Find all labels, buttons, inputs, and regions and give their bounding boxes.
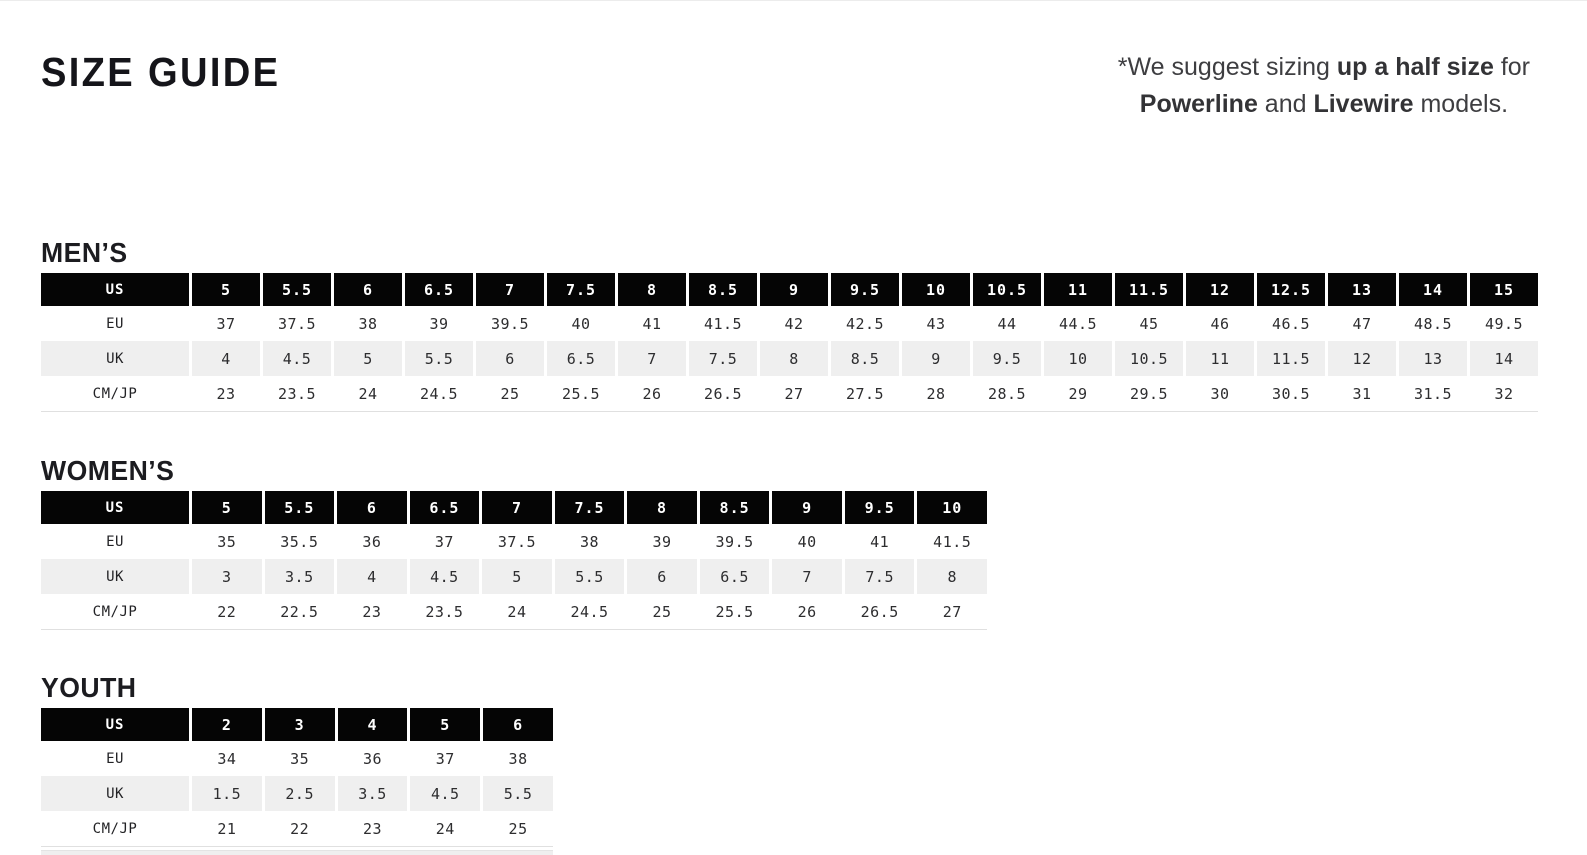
size-value-cell: 25 [483,811,553,846]
size-value-cell: 41.5 [917,524,987,559]
header-size-cell: 10 [902,273,970,306]
table-row-uk [41,776,553,811]
page-header [41,1,1530,123]
size-value-cell: 5 [334,341,402,376]
cutoff-row-strip [41,850,553,855]
header-size-cell: 10 [917,491,987,524]
note-text: and [1257,90,1314,118]
size-value-cell: 36 [338,741,408,776]
page-title: SIZE GUIDE [41,49,281,95]
size-value-cell: 37.5 [482,524,552,559]
header-size-cell: 11 [1044,273,1112,306]
header-size-cell: 7 [482,491,552,524]
table-header-row [41,708,553,741]
size-value-cell: 8 [760,341,828,376]
section-heading-mens: MEN’S [41,237,128,268]
header-size-cell: 13 [1328,273,1396,306]
size-value-cell: 47 [1328,306,1396,341]
header-size-cell: 7 [476,273,544,306]
size-value-cell: 37 [192,306,260,341]
size-value-cell: 34 [192,741,262,776]
size-value-cell: 22.5 [265,594,335,629]
size-value-cell: 23 [337,594,407,629]
row-label-cell: CM/JP [41,811,189,846]
size-value-cell: 40 [772,524,842,559]
section-heading-womens: WOMEN’S [41,455,175,486]
size-value-cell: 10 [1044,341,1112,376]
size-value-cell: 29.5 [1115,376,1183,411]
row-label-cell: EU [41,741,189,776]
size-value-cell: 22 [192,594,262,629]
sizing-note [1118,49,1530,123]
note-text-bold: Powerline [1139,90,1258,118]
header-size-cell: 3 [265,708,335,741]
size-value-cell: 8 [917,559,987,594]
size-value-cell: 39.5 [476,306,544,341]
header-size-cell: 5.5 [263,273,331,306]
size-value-cell: 28.5 [973,376,1041,411]
size-value-cell: 10.5 [1115,341,1183,376]
size-table-mens [41,273,1538,412]
size-section-mens [41,239,1530,412]
size-value-cell: 37 [410,524,480,559]
size-value-cell: 4.5 [263,341,331,376]
table-row-cm-jp [41,811,553,846]
header-size-cell: 8 [618,273,686,306]
header-size-cell: 6.5 [410,491,480,524]
row-label-cell: CM/JP [41,376,189,411]
size-value-cell: 25.5 [700,594,770,629]
size-value-cell: 5.5 [555,559,625,594]
header-size-cell: 9.5 [845,491,915,524]
size-value-cell: 23 [192,376,260,411]
size-value-cell: 3.5 [338,776,408,811]
size-value-cell: 38 [483,741,553,776]
size-value-cell: 11.5 [1257,341,1325,376]
size-value-cell: 3.5 [265,559,335,594]
header-size-cell: 9 [760,273,828,306]
size-value-cell: 26 [618,376,686,411]
size-value-cell: 2.5 [265,776,335,811]
size-value-cell: 5.5 [405,341,473,376]
row-label-cell: UK [41,341,189,376]
size-value-cell: 39.5 [700,524,770,559]
size-value-cell: 23.5 [410,594,480,629]
size-value-cell: 30 [1186,376,1254,411]
size-value-cell: 43 [902,306,970,341]
size-value-cell: 24.5 [405,376,473,411]
size-value-cell: 41.5 [689,306,757,341]
size-value-cell: 45 [1115,306,1183,341]
header-size-cell: 5.5 [265,491,335,524]
size-value-cell: 26 [772,594,842,629]
size-value-cell: 37.5 [263,306,331,341]
header-size-cell: 5 [410,708,480,741]
header-size-cell: 7.5 [547,273,615,306]
header-size-cell: 6 [337,491,407,524]
header-size-cell: 6.5 [405,273,473,306]
size-value-cell: 24 [410,811,480,846]
size-value-cell: 35.5 [265,524,335,559]
table-row-cm-jp [41,594,987,629]
size-tables [41,239,1530,855]
size-value-cell: 31 [1328,376,1396,411]
header-size-cell: 9.5 [831,273,899,306]
size-value-cell: 9 [902,341,970,376]
note-text-bold: up a half size [1336,53,1494,81]
size-value-cell: 8.5 [831,341,899,376]
size-value-cell: 31.5 [1399,376,1467,411]
header-label-cell: US [41,708,189,741]
size-value-cell: 7.5 [845,559,915,594]
table-header-row [41,273,1538,306]
table-row-uk [41,559,987,594]
size-value-cell: 46 [1186,306,1254,341]
size-value-cell: 22 [265,811,335,846]
size-section-youth [41,674,1530,855]
size-value-cell: 32 [1470,376,1538,411]
header-size-cell: 10.5 [973,273,1041,306]
size-value-cell: 23.5 [263,376,331,411]
size-table-womens [41,491,987,630]
header-size-cell: 8 [627,491,697,524]
row-label-cell: EU [41,524,189,559]
size-value-cell: 12 [1328,341,1396,376]
size-value-cell: 23 [338,811,408,846]
size-section-womens [41,457,1530,630]
size-value-cell: 25 [627,594,697,629]
size-value-cell: 7 [772,559,842,594]
size-value-cell: 28 [902,376,970,411]
size-value-cell: 40 [547,306,615,341]
header-size-cell: 8.5 [700,491,770,524]
note-text-bold: Livewire [1313,90,1414,118]
size-table-youth [41,708,553,847]
size-value-cell: 9.5 [973,341,1041,376]
table-row-cm-jp [41,376,1538,411]
size-value-cell: 7.5 [689,341,757,376]
size-value-cell: 7 [618,341,686,376]
size-value-cell: 27 [760,376,828,411]
header-label-cell: US [41,273,189,306]
size-value-cell: 13 [1399,341,1467,376]
row-label-cell: EU [41,306,189,341]
size-value-cell: 26.5 [845,594,915,629]
size-value-cell: 37 [410,741,480,776]
size-value-cell: 4.5 [410,776,480,811]
size-value-cell: 35 [265,741,335,776]
row-label-cell: UK [41,559,189,594]
header-size-cell: 14 [1399,273,1467,306]
sizing-note-line-2 [1118,86,1530,123]
size-value-cell: 41 [618,306,686,341]
header-size-cell: 15 [1470,273,1538,306]
size-value-cell: 24 [482,594,552,629]
note-text: models. [1413,90,1509,118]
size-value-cell: 30.5 [1257,376,1325,411]
table-row-eu [41,524,987,559]
size-value-cell: 25 [476,376,544,411]
size-value-cell: 27 [917,594,987,629]
table-row-eu [41,741,553,776]
size-value-cell: 4 [337,559,407,594]
size-value-cell: 21 [192,811,262,846]
size-value-cell: 29 [1044,376,1112,411]
header-size-cell: 12 [1186,273,1254,306]
row-label-cell: UK [41,776,189,811]
size-value-cell: 6 [627,559,697,594]
table-header-row [41,491,987,524]
size-value-cell: 46.5 [1257,306,1325,341]
section-heading-youth: YOUTH [41,672,137,703]
sizing-note-line-1 [1118,49,1530,86]
size-value-cell: 41 [845,524,915,559]
size-value-cell: 3 [192,559,262,594]
size-value-cell: 6.5 [700,559,770,594]
size-value-cell: 36 [337,524,407,559]
size-value-cell: 44.5 [1044,306,1112,341]
size-value-cell: 26.5 [689,376,757,411]
size-value-cell: 4.5 [410,559,480,594]
size-value-cell: 35 [192,524,262,559]
size-value-cell: 25.5 [547,376,615,411]
size-value-cell: 6.5 [547,341,615,376]
header-size-cell: 12.5 [1257,273,1325,306]
size-value-cell: 5 [482,559,552,594]
size-value-cell: 24.5 [555,594,625,629]
header-size-cell: 2 [192,708,262,741]
size-value-cell: 24 [334,376,402,411]
size-value-cell: 11 [1186,341,1254,376]
size-value-cell: 6 [476,341,544,376]
row-label-cell: CM/JP [41,594,189,629]
size-value-cell: 27.5 [831,376,899,411]
header-size-cell: 11.5 [1115,273,1183,306]
size-value-cell: 5.5 [483,776,553,811]
size-value-cell: 39 [405,306,473,341]
size-value-cell: 42.5 [831,306,899,341]
header-label-cell: US [41,491,189,524]
size-value-cell: 49.5 [1470,306,1538,341]
header-size-cell: 6 [483,708,553,741]
header-size-cell: 5 [192,273,260,306]
header-size-cell: 5 [192,491,262,524]
size-value-cell: 44 [973,306,1041,341]
size-value-cell: 1.5 [192,776,262,811]
size-value-cell: 4 [192,341,260,376]
size-value-cell: 38 [555,524,625,559]
header-size-cell: 8.5 [689,273,757,306]
table-row-uk [41,341,1538,376]
header-size-cell: 6 [334,273,402,306]
table-row-eu [41,306,1538,341]
note-text: for [1493,53,1530,81]
size-value-cell: 38 [334,306,402,341]
header-size-cell: 7.5 [555,491,625,524]
size-value-cell: 14 [1470,341,1538,376]
header-size-cell: 9 [772,491,842,524]
size-value-cell: 48.5 [1399,306,1467,341]
note-text: *We suggest sizing [1117,53,1337,81]
size-value-cell: 42 [760,306,828,341]
size-value-cell: 39 [627,524,697,559]
header-size-cell: 4 [338,708,408,741]
